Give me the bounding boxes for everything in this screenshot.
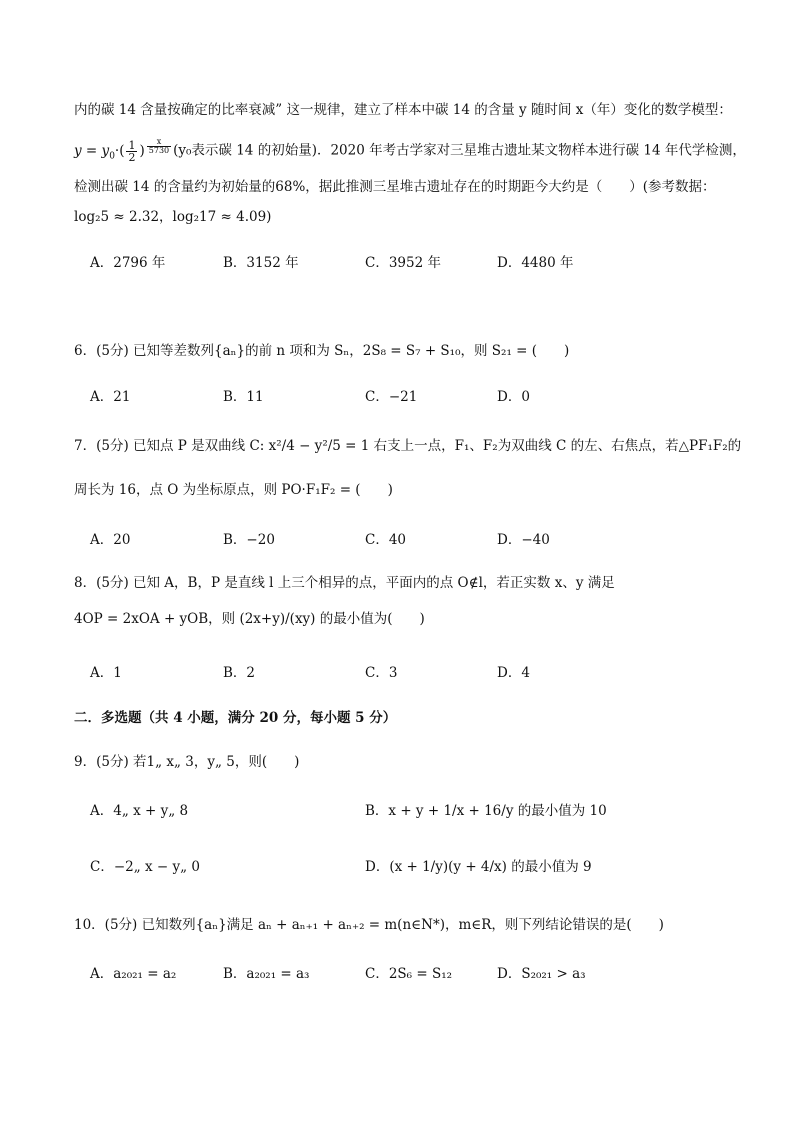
q8-option-b[interactable]: B．2 bbox=[223, 665, 256, 681]
decay-formula: $y = y_0\cdot$( $\frac{1}{2}$ ) $^{\frac{x}{5730}}$ bbox=[74, 137, 170, 164]
q9-option-b[interactable]: B．x + y + 1/x + 16/y 的最小值为 10 bbox=[365, 803, 607, 819]
q8-option-a[interactable]: A．1 bbox=[90, 665, 122, 681]
q10-stem: 10．(5分) 已知数列{aₙ}满足 aₙ + aₙ₊₁ + aₙ₊₂ = m(n∈N*)，m∈R，则下列结论错误的是( ) bbox=[74, 917, 664, 933]
q6-stem: 6．(5分) 已知等差数列{aₙ}的前 n 项和为 Sₙ，2S₈ = S₇ + S₁₀，则 S₂₁ = ( ) bbox=[74, 343, 570, 359]
q7-option-b[interactable]: B．−20 bbox=[223, 532, 275, 548]
q5-line2-text: (y₀表示碳 14 的初始量)．2020 年考古学家对三星堆古遗址某文物样本进行碳 14 年代学检测， bbox=[173, 142, 746, 159]
q5-line3: 检测出碳 14 的含量约为初始量的68%，据此推测三星堆古遗址存在的时期距今大约是（ ）(参考数据： bbox=[74, 179, 716, 195]
q6-option-c[interactable]: C．−21 bbox=[365, 389, 418, 405]
q5-option-d[interactable]: D．4480 年 bbox=[497, 255, 574, 271]
q9-option-d[interactable]: D．(x + 1/y)(y + 4/x) 的最小值为 9 bbox=[365, 859, 592, 875]
q10-option-d[interactable]: D．S₂₀₂₁ > a₃ bbox=[497, 966, 586, 982]
q10-option-c[interactable]: C．2S₆ = S₁₂ bbox=[365, 966, 453, 982]
q5-option-c[interactable]: C．3952 年 bbox=[365, 255, 441, 271]
q7-option-a[interactable]: A．20 bbox=[90, 532, 131, 548]
q10-option-a[interactable]: A．a₂₀₂₁ = a₂ bbox=[90, 966, 177, 982]
q5-option-a[interactable]: A．2796 年 bbox=[90, 255, 166, 271]
q8-option-d[interactable]: D．4 bbox=[497, 665, 530, 681]
q10-option-b[interactable]: B．a₂₀₂₁ = a₃ bbox=[223, 966, 310, 982]
q6-option-a[interactable]: A．21 bbox=[90, 389, 131, 405]
q5-line4: log₂5 ≈ 2.32，log₂17 ≈ 4.09) bbox=[74, 209, 272, 225]
q7-option-c[interactable]: C．40 bbox=[365, 532, 407, 548]
q7-stem1: 7．(5分) 已知点 P 是双曲线 C: x²/4 − y²/5 = 1 右支上一点，F₁、F₂为双曲线 C 的左、右焦点，若△PF₁F₂的 bbox=[74, 438, 742, 454]
q5-option-b[interactable]: B．3152 年 bbox=[223, 255, 299, 271]
q9-option-a[interactable]: A．4„ x + y„ 8 bbox=[90, 803, 189, 819]
q9-stem: 9．(5分) 若1„ x„ 3，y„ 5，则( ) bbox=[74, 754, 300, 770]
q9-option-c[interactable]: C．−2„ x − y„ 0 bbox=[90, 859, 201, 875]
q6-option-b[interactable]: B．11 bbox=[223, 389, 264, 405]
q8-option-c[interactable]: C．3 bbox=[365, 665, 398, 681]
q7-stem2: 周长为 16，点 O 为坐标原点，则 PO·F₁F₂ = ( ) bbox=[74, 482, 393, 498]
q5-line1: 内的碳 14 含量按确定的比率衰减” 这一规律，建立了样本中碳 14 的含量 y 随时间 x（年）变化的数学模型： bbox=[74, 102, 732, 118]
q7-option-d[interactable]: D．−40 bbox=[497, 532, 550, 548]
q8-stem2: 4OP = 2xOA + yOB，则 (2x+y)/(xy) 的最小值为( ) bbox=[74, 611, 425, 627]
q5-line2 bbox=[74, 137, 746, 166]
q8-stem1: 8．(5分) 已知 A，B，P 是直线 l 上三个相异的点，平面内的点 O∉l，若正实数 x、y 满足 bbox=[74, 575, 615, 591]
q6-option-d[interactable]: D．0 bbox=[497, 389, 530, 405]
section-heading-multiple-choice: 二．多选题（共 4 小题，满分 20 分，每小题 5 分） bbox=[74, 710, 397, 726]
